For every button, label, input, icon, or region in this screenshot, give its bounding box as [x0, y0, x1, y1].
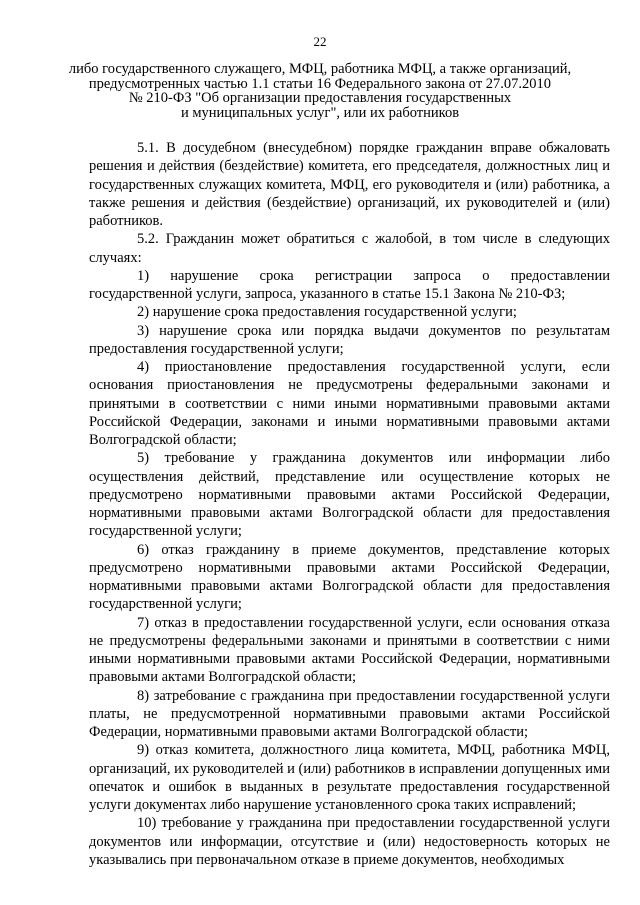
list-item-7: 7) отказ в предоставлении государственной услуги, если основания отказа не предусмотрены федеральными законами и принятыми в соответствии с ними иными нормативными правовыми актами Российской Федерации, нормативными правовыми актами Волгоградской области;	[89, 614, 610, 686]
list-item-5: 5) требование у гражданина документов или информации либо осуществления действий, представление или осуществление которых не предусмотрено нормативными правовыми актами Российской Федерации, нормативными правовыми актами Волгоградской области для предоставления государственной услуги;	[89, 450, 610, 540]
heading-line: и муниципальных услуг", или их работников	[180, 104, 460, 121]
heading-line: предусмотренных частью 1.1 статьи 16 Федерального закона от 27.07.2010	[88, 75, 552, 92]
heading-line: № 210-ФЗ "Об организации предоставления государственных	[128, 90, 512, 106]
list-item-3: 3) нарушение срока или порядка выдачи документов по результатам предоставления государственной услуги;	[89, 322, 610, 357]
page-number: 22	[313, 34, 327, 49]
paragraph-5-1: 5.1. В досудебном (внесудебном) порядке гражданин вправе обжаловать решения и действия (бездействие) комитета, его председателя, должностных лиц и государственных служащих комитета, МФЦ, его руководителя и (или) работника, а также решения и действия (бездействие) организаций, их руководителей и (или) работников.	[89, 140, 610, 229]
paragraph-5-2: 5.2. Гражданин может обратиться с жалобой, в том числе в следующих случаях:	[89, 231, 610, 266]
list-item-1: 1) нарушение срока регистрации запроса о предоставлении государственной услуги, запроса, указанного в статье 15.1 Закона № 210-ФЗ;	[89, 267, 610, 302]
list-item-2: 2) нарушение срока предоставления государственной услуги;	[137, 304, 517, 321]
list-item-9: 9) отказ комитета, должностного лица комитета, МФЦ, работника МФЦ, организаций, их руководителей и (или) работников в исправлении допущенных ими опечаток и ошибок в выданных в результате предоставления государственной услуги документах либо нарушение установленного срока таких исправлений;	[89, 742, 610, 813]
list-item-10: 10) требование у гражданина при предоставлении государственной услуги документов или информации, отсутствие и (или) недостоверность которых не указывались при первоначальном отказе в приеме документов, необходимых	[89, 815, 610, 868]
section-heading	[60, 62, 580, 120]
list-item-4: 4) приостановление предоставления государственной услуги, если основания приостановления не предусмотрены федеральными законами и принятыми в соответствии с ними иными нормативными правовыми актами Российской Федерации, законами и иными нормативными правовыми актами Волгоградской области;	[89, 359, 610, 448]
body-text	[89, 139, 610, 869]
list-item-6: 6) отказ гражданину в приеме документов, представление которых предусмотрено нормативными правовыми актами Российской Федерации, нормативными правовыми актами Волгоградской области для предоставления государственной услуги;	[89, 541, 610, 613]
list-item-8: 8) затребование с гражданина при предоставлении государственной услуги платы, не предусмотренной нормативными правовыми актами Российской Федерации, нормативными правовыми актами Волгоградской области;	[89, 687, 610, 740]
heading-line: либо государственного служащего, МФЦ, работника МФЦ, а также организаций,	[68, 61, 572, 77]
